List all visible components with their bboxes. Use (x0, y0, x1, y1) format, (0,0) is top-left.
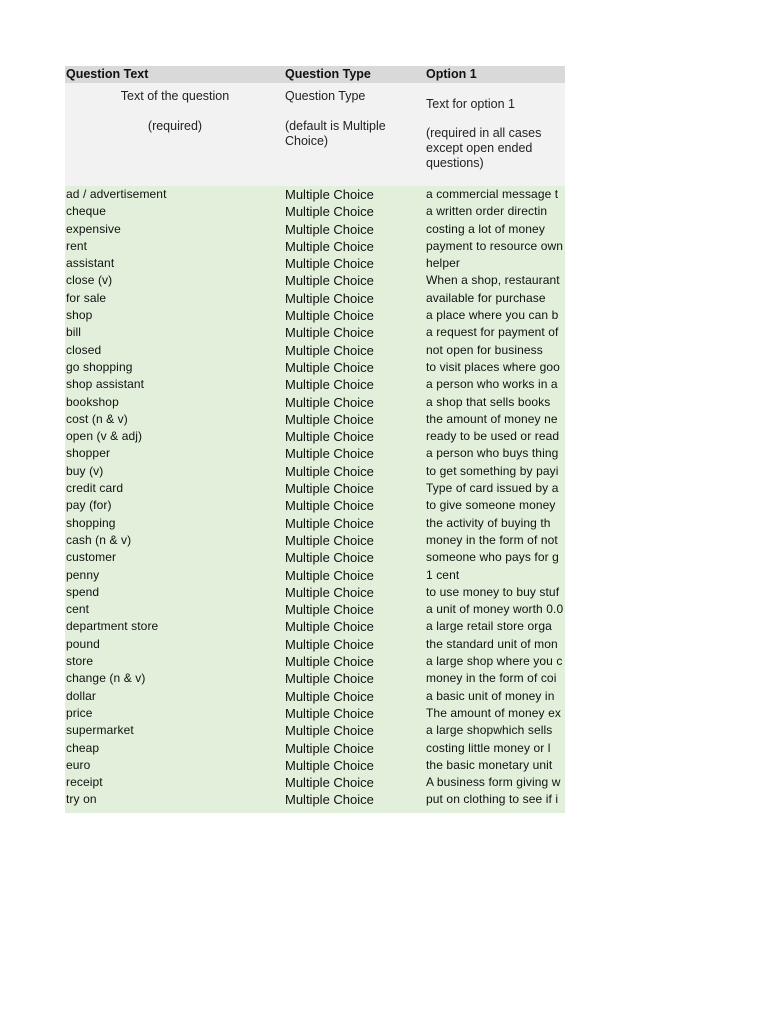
table-row (65, 636, 565, 653)
question-text-cell[interactable]: for sale (66, 290, 107, 305)
table-row (65, 411, 565, 428)
option-1-cell[interactable]: to give someone money (426, 498, 556, 513)
description-row (65, 83, 565, 186)
question-text-cell[interactable]: rent (66, 238, 88, 253)
table-row (65, 515, 565, 532)
rows-bottom-pad (65, 809, 565, 813)
question-type-cell[interactable]: Multiple Choice (285, 463, 374, 479)
table-row (65, 186, 565, 203)
question-text-cell[interactable]: shopper (66, 446, 111, 461)
table-row (65, 480, 565, 497)
question-type-cell[interactable]: Multiple Choice (285, 654, 374, 670)
question-text-cell[interactable]: cost (n & v) (66, 411, 128, 426)
question-type-cell[interactable]: Multiple Choice (285, 204, 374, 220)
question-type-cell[interactable]: Multiple Choice (285, 221, 374, 237)
question-text-cell[interactable]: pound (66, 636, 100, 651)
question-text-cell[interactable]: shopping (66, 515, 116, 530)
question-type-cell[interactable]: Multiple Choice (285, 775, 374, 791)
question-text-cell[interactable]: buy (v) (66, 463, 104, 478)
option-1-cell[interactable]: A business form giving w (426, 775, 561, 790)
question-text-cell[interactable]: try on (66, 792, 97, 807)
question-type-cell[interactable]: Multiple Choice (285, 567, 374, 583)
question-text-cell[interactable]: go shopping (66, 359, 133, 374)
table-row (65, 532, 565, 549)
option-1-cell[interactable]: the basic monetary unit (426, 757, 553, 772)
spreadsheet (65, 66, 565, 813)
option-1-cell[interactable]: money in the form of coi (426, 671, 557, 686)
option-1-cell[interactable]: costing a lot of money (426, 221, 545, 236)
question-text-cell[interactable]: receipt (66, 775, 103, 790)
table-row (65, 774, 565, 791)
option-1-cell[interactable]: helper (426, 256, 460, 271)
option-1-cell[interactable]: money in the form of not (426, 532, 558, 547)
table-row (65, 324, 565, 341)
description-question-type-line2: (default is Multiple Choice) (285, 119, 386, 148)
option-1-cell[interactable]: a large retail store orga (426, 619, 552, 634)
option-1-cell[interactable]: a person who buys thing (426, 446, 559, 461)
question-type-cell[interactable]: Multiple Choice (285, 394, 374, 410)
option-1-cell[interactable]: available for purchase (426, 290, 546, 305)
description-question-type[interactable] (285, 83, 426, 186)
question-text-cell[interactable]: supermarket (66, 723, 134, 738)
table-row (65, 255, 565, 272)
question-text-cell[interactable]: change (n & v) (66, 671, 146, 686)
question-text-cell[interactable]: closed (66, 342, 102, 357)
question-type-cell[interactable]: Multiple Choice (285, 238, 374, 254)
question-type-cell[interactable]: Multiple Choice (285, 308, 374, 324)
table-row (65, 307, 565, 324)
option-1-cell[interactable]: the activity of buying th (426, 515, 551, 530)
option-1-cell[interactable]: the amount of money ne (426, 411, 558, 426)
question-type-cell[interactable]: Multiple Choice (285, 290, 374, 306)
table-row (65, 342, 565, 359)
description-option-1-line1: Text for option 1 (426, 97, 515, 111)
question-type-cell[interactable]: Multiple Choice (285, 429, 374, 445)
option-1-cell[interactable]: to visit places where goo (426, 359, 560, 374)
option-1-cell[interactable]: a commercial message t (426, 187, 559, 201)
option-1-cell[interactable]: to get something by payi (426, 463, 559, 478)
option-1-cell[interactable]: a shop that sells books (426, 394, 551, 409)
option-1-cell[interactable]: The amount of money ex (426, 705, 561, 720)
table-row (65, 670, 565, 687)
table-row (65, 740, 565, 757)
description-question-text-line1: Text of the question (120, 89, 230, 103)
question-type-cell[interactable]: Multiple Choice (285, 256, 374, 272)
question-text-cell[interactable]: close (v) (66, 273, 113, 288)
data-rows (65, 186, 565, 809)
table-row (65, 549, 565, 566)
table-row (65, 584, 565, 601)
option-1-cell[interactable]: a written order directin (426, 204, 548, 219)
table-row (65, 221, 565, 238)
question-type-cell[interactable]: Multiple Choice (285, 705, 374, 721)
table-row (65, 705, 565, 722)
question-text-cell[interactable]: department store (66, 619, 159, 634)
question-type-cell[interactable]: Multiple Choice (285, 723, 374, 739)
table-row (65, 653, 565, 670)
table-row (65, 757, 565, 774)
description-option-1[interactable] (426, 83, 565, 186)
question-text-cell[interactable]: bill (66, 325, 82, 340)
option-1-cell[interactable]: a large shopwhich sells (426, 723, 553, 738)
question-type-cell[interactable]: Multiple Choice (285, 446, 374, 462)
option-1-cell[interactable]: a request for payment of (426, 325, 559, 340)
question-text-cell[interactable]: store (66, 654, 94, 669)
table-row (65, 497, 565, 514)
table-row (65, 428, 565, 445)
question-text-cell[interactable]: cheap (66, 740, 100, 755)
table-row (65, 791, 565, 808)
description-question-text[interactable] (65, 83, 285, 186)
question-type-cell[interactable]: Multiple Choice (285, 273, 374, 289)
table-row (65, 394, 565, 411)
question-type-cell[interactable]: Multiple Choice (285, 515, 374, 531)
option-1-cell[interactable]: put on clothing to see if i (426, 792, 559, 807)
question-type-cell[interactable]: Multiple Choice (285, 498, 374, 514)
description-question-text-line2: (required) (147, 119, 203, 133)
question-type-cell[interactable]: Multiple Choice (285, 584, 374, 600)
question-type-cell[interactable]: Multiple Choice (285, 740, 374, 756)
table-row (65, 601, 565, 618)
table-row (65, 445, 565, 462)
question-text-cell[interactable]: cheque (66, 204, 106, 219)
header-option-1[interactable]: Option 1 (426, 67, 477, 81)
table-row (65, 722, 565, 739)
question-text-cell[interactable]: shop assistant (66, 377, 145, 392)
option-1-cell[interactable]: Type of card issued by a (426, 481, 559, 496)
question-type-cell[interactable]: Multiple Choice (285, 602, 374, 618)
header-question-type[interactable]: Question Type (285, 67, 371, 81)
question-text-cell[interactable]: assistant (66, 256, 115, 271)
option-1-cell[interactable]: When a shop, restaurant (426, 273, 560, 288)
question-text-cell[interactable]: customer (66, 550, 117, 565)
description-question-type-line1: Question Type (285, 89, 366, 103)
table-row (65, 272, 565, 289)
question-text-cell[interactable]: spend (66, 584, 100, 599)
option-1-cell[interactable]: someone who pays for g (426, 550, 559, 565)
question-type-cell[interactable]: Multiple Choice (285, 481, 374, 497)
question-type-cell[interactable]: Multiple Choice (285, 187, 374, 202)
question-text-cell[interactable]: dollar (66, 688, 96, 703)
question-text-cell[interactable]: cash (n & v) (66, 532, 132, 547)
option-1-cell[interactable]: costing little money or l (426, 740, 551, 755)
question-type-cell[interactable]: Multiple Choice (285, 325, 374, 341)
header-question-text[interactable]: Question Text (66, 67, 149, 81)
question-type-cell[interactable]: Multiple Choice (285, 377, 374, 393)
table-row (65, 238, 565, 255)
question-text-cell[interactable]: expensive (66, 221, 121, 236)
question-type-cell[interactable]: Multiple Choice (285, 671, 374, 687)
question-type-cell[interactable]: Multiple Choice (285, 342, 374, 358)
question-text-cell[interactable]: bookshop (66, 394, 119, 409)
question-text-cell[interactable]: cent (66, 602, 90, 617)
table-row (65, 567, 565, 584)
table-row (65, 618, 565, 635)
option-1-cell[interactable]: a large shop where you c (426, 654, 563, 669)
table-row (65, 463, 565, 480)
option-1-cell[interactable]: a person who works in a (426, 377, 558, 392)
question-type-cell[interactable]: Multiple Choice (285, 359, 374, 375)
question-type-cell[interactable]: Multiple Choice (285, 411, 374, 427)
option-1-cell[interactable]: payment to resource own (426, 238, 564, 253)
option-1-cell[interactable]: a basic unit of money in (426, 688, 555, 703)
option-1-cell[interactable]: 1 cent (426, 567, 460, 582)
table-row (65, 688, 565, 705)
question-text-cell[interactable]: credit card (66, 481, 124, 496)
question-type-cell[interactable]: Multiple Choice (285, 550, 374, 566)
question-type-cell[interactable]: Multiple Choice (285, 619, 374, 635)
option-1-cell[interactable]: a unit of money worth 0.0 (426, 602, 564, 617)
question-text-cell[interactable]: pay (for) (66, 498, 112, 513)
question-type-cell[interactable]: Multiple Choice (285, 792, 374, 808)
question-text-cell[interactable]: shop (66, 308, 93, 323)
option-1-cell[interactable]: to use money to buy stuf (426, 584, 560, 599)
question-type-cell[interactable]: Multiple Choice (285, 757, 374, 773)
header-row (65, 66, 565, 83)
question-text-cell[interactable]: price (66, 705, 93, 720)
table-row (65, 203, 565, 220)
question-text-cell[interactable]: open (v & adj) (66, 429, 143, 444)
option-1-cell[interactable]: ready to be used or read (426, 429, 560, 444)
question-type-cell[interactable]: Multiple Choice (285, 688, 374, 704)
option-1-cell[interactable]: the standard unit of mon (426, 636, 558, 651)
question-text-cell[interactable]: penny (66, 567, 100, 582)
question-type-cell[interactable]: Multiple Choice (285, 532, 374, 548)
table-row (65, 376, 565, 393)
question-text-cell[interactable]: euro (66, 757, 91, 772)
option-1-cell[interactable]: not open for business (426, 342, 543, 357)
table-row (65, 290, 565, 307)
question-type-cell[interactable]: Multiple Choice (285, 636, 374, 652)
option-1-cell[interactable]: a place where you can b (426, 308, 559, 323)
description-option-1-line2: (required in all cases except open ended questions) (426, 126, 542, 170)
table-row (65, 359, 565, 376)
question-text-cell[interactable]: ad / advertisement (66, 187, 167, 201)
